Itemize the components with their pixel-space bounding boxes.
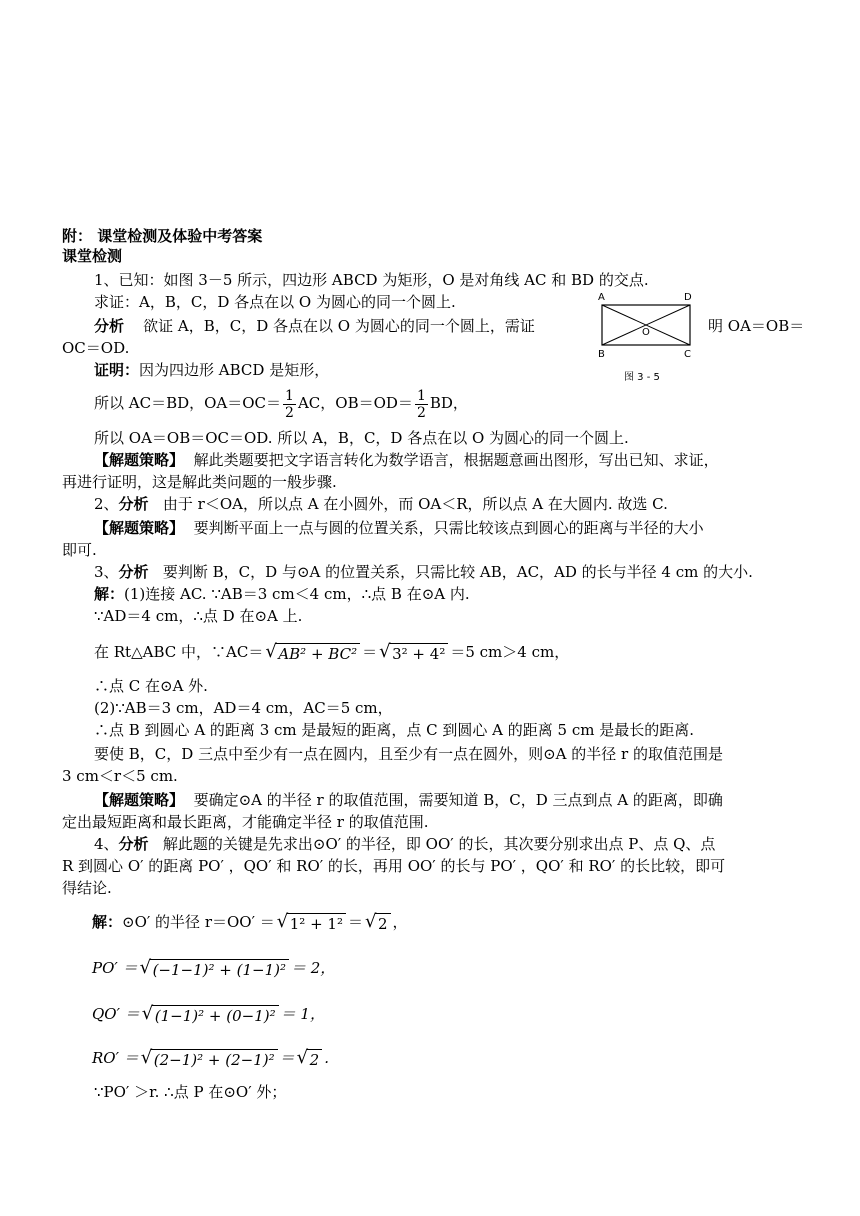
q3-line4: ∴点 C 在⊙A 外. [94, 677, 208, 695]
q3-strategy-text: 要确定⊙A 的半径 r 的取值范围，需要知道 B，C，D 三点到点 A 的距离，即确 [193, 791, 723, 809]
so1-mid: AC，OB＝OD＝ [297, 394, 413, 412]
rad-ab-bc: AB² + BC² [275, 643, 360, 664]
q3-eq: ＝ [362, 643, 378, 661]
q3-strategy-cont: 定出最短距离和最长距离，才能确定半径 r 的取值范围. [62, 813, 429, 831]
appendix-heading: 附： 课堂检测及体验中考答案 [62, 227, 263, 245]
rad-2: 2 [375, 913, 391, 934]
po-suffix: ＝ 2， [291, 959, 336, 977]
frac-num: 1 [285, 387, 294, 404]
q3-analysis-label: 分析 [118, 563, 149, 581]
q3-strategy [94, 790, 723, 810]
q3-line5: (2)∵AB＝3 cm，AD＝4 cm，AC＝5 cm， [94, 699, 393, 717]
proof-label: 证明： [94, 361, 140, 379]
q2-strategy [94, 518, 704, 538]
figure-caption: 图 3 - 5 [624, 372, 660, 383]
fraction-half-2 [415, 388, 428, 421]
sqrt-3-4: √ 3² + 4² [379, 643, 448, 664]
strategy-label: 【解题策略】 [94, 451, 185, 469]
q2-strategy-cont: 即可. [62, 541, 97, 559]
sqrt-ro: √ (2−1)² + (2−1)² [141, 1049, 278, 1070]
q3-line3-suffix: ＝5 cm＞4 cm， [450, 643, 570, 661]
q3-line1-text: (1)连接 AC. ∵AB＝3 cm＜4 cm，∴点 B 在⊙A 内. [124, 585, 470, 603]
rad-3-4: 3² + 4² [389, 643, 448, 664]
qo-suffix: ＝ 1， [280, 1005, 325, 1023]
q4-analysis-cont2: 得结论. [62, 879, 112, 897]
frac-den-2: 2 [416, 404, 426, 421]
q1-strategy-cont: 再进行证明，这是解此类问题的一般步骤. [62, 473, 337, 491]
q3-line8: 3 cm＜r＜5 cm. [62, 767, 178, 785]
sqrt-ab-bc: √ AB² + BC² [265, 643, 360, 664]
so1-suffix: BD， [429, 394, 468, 412]
so1-prefix: 所以 AC＝BD，OA＝OC＝ [94, 394, 282, 412]
q3-line3 [94, 642, 569, 664]
q2-analysis [94, 494, 668, 514]
q4-sol1-suffix: ， [392, 913, 408, 931]
q3-solution-label: 解： [94, 585, 125, 603]
q3-line2: ∵AD＝4 cm，∴点 D 在⊙A 上. [94, 607, 303, 625]
ro-prefix: RO′ ＝ [92, 1049, 139, 1067]
q4-sol1 [92, 912, 408, 934]
q4-analysis [94, 834, 715, 854]
q1-analysis-tail: 明 OA＝OB＝ [708, 317, 805, 335]
q4-ro [92, 1048, 329, 1070]
q4-sol1-eq: ＝ [347, 913, 363, 931]
rad-ro: (2−1)² + (2−1)² [151, 1049, 278, 1070]
q1-strategy [94, 450, 719, 470]
q4-solution-label: 解： [92, 913, 123, 931]
figure-3-5 [596, 288, 700, 384]
q1-so2: 所以 OA＝OB＝OC＝OD. 所以 A，B，C，D 各点在以 O 为圆心的同一个圆上. [94, 429, 629, 447]
q4-analysis-cont1: R 到圆心 O′ 的距离 PO′ ，QO′ 和 RO′ 的长，再用 OO′ 的长与 PO′ ，QO′ 和 RO′ 的长比较，即可 [62, 857, 726, 875]
q3-analysis [94, 562, 753, 582]
q2-analysis-label: 分析 [118, 495, 149, 513]
sqrt-1-1: √ 1² + 1² [277, 913, 346, 934]
q4-analysis-text: 解此题的关键是先求出⊙O′ 的半径，即 OO′ 的长，其次要分别求出点 P、点 Q、点 [162, 835, 716, 853]
q3-line3-prefix: 在 Rt△ABC 中，∵AC＝ [94, 643, 264, 661]
rad-po: (−1−1)² + (1−1)² [150, 959, 289, 980]
q2-strategy-text: 要判断平面上一点与圆的位置关系，只需比较该点到圆心的距离与半径的大小 [193, 519, 704, 537]
q1-prove: 求证：A，B，C，D 各点在以 O 为圆心的同一个圆上. [94, 293, 456, 311]
q1-given: 1、已知：如图 3－5 所示，四边形 ABCD 为矩形，O 是对角线 AC 和 BD 的交点. [94, 271, 649, 289]
rad-2-b: 2 [307, 1049, 323, 1070]
q2-num: 2、 [94, 495, 119, 513]
sqrt-po: √ (−1−1)² + (1−1)² [140, 959, 289, 980]
label-a: A [598, 292, 605, 303]
q3-num: 3、 [94, 563, 119, 581]
po-prefix: PO′ ＝ [92, 959, 138, 977]
label-b: B [598, 349, 605, 360]
rad-1-1: 1² + 1² [287, 913, 346, 934]
sqrt-2: √ 2 [365, 913, 391, 934]
q4-qo [92, 1004, 325, 1026]
q3-line1 [94, 584, 470, 604]
analysis-text: 欲证 A，B，C，D 各点在以 O 为圆心的同一个圆上，需证 [143, 317, 535, 335]
label-o: O [642, 327, 650, 338]
q4-analysis-label: 分析 [118, 835, 149, 853]
qo-prefix: QO′ ＝ [92, 1005, 140, 1023]
q1-proof [94, 360, 329, 380]
fraction-half [283, 388, 296, 421]
q3-strategy-label: 【解题策略】 [94, 791, 185, 809]
q1-analysis-cont: OC＝OD. [62, 339, 130, 357]
frac-den: 2 [285, 404, 294, 421]
strategy-text: 解此类题要把文字语言转化为数学语言，根据题意画出图形，写出已知、求证， [193, 451, 719, 469]
q3-line6: ∴点 B 到圆心 A 的距离 3 cm 是最短的距离，点 C 到圆心 A 的距离 5 cm 是最长的距离. [94, 721, 695, 739]
sqrt-2-b: √ 2 [297, 1049, 323, 1070]
ro-suffix: . [324, 1049, 329, 1067]
label-d: D [684, 292, 692, 303]
q2-analysis-text: 由于 r＜OA，所以点 A 在小圆外，而 OA＜R，所以点 A 在大圆内. 故选 C. [162, 495, 668, 513]
q3-line7: 要使 B，C，D 三点中至少有一点在圆内，且至少有一点在圆外，则⊙A 的半径 r 的取值范围是 [94, 745, 723, 763]
q2-strategy-label: 【解题策略】 [94, 519, 185, 537]
q4-num: 4、 [94, 835, 119, 853]
q1-so1 [94, 386, 468, 421]
q4-sol1-prefix: ⊙O′ 的半径 r＝OO′ ＝ [122, 913, 275, 931]
sqrt-qo: √ (1−1)² + (0−1)² [142, 1005, 279, 1026]
frac-num-2: 1 [416, 387, 426, 404]
rad-qo: (1−1)² + (0−1)² [152, 1005, 279, 1026]
q3-analysis-text: 要判断 B，C，D 与⊙A 的位置关系，只需比较 AB，AC，AD 的长与半径 4 cm 的大小. [162, 563, 753, 581]
q4-last: ∵PO′ ＞r. ∴点 P 在⊙O′ 外； [94, 1083, 287, 1101]
analysis-label: 分析 [94, 317, 125, 335]
q1-analysis [94, 316, 535, 336]
rectangle-diagram [596, 288, 700, 384]
label-c: C [684, 349, 691, 360]
proof-text: 因为四边形 ABCD 是矩形， [139, 361, 330, 379]
section-heading: 课堂检测 [62, 247, 123, 265]
q4-po [92, 958, 335, 980]
ro-eq: ＝ [279, 1049, 295, 1067]
